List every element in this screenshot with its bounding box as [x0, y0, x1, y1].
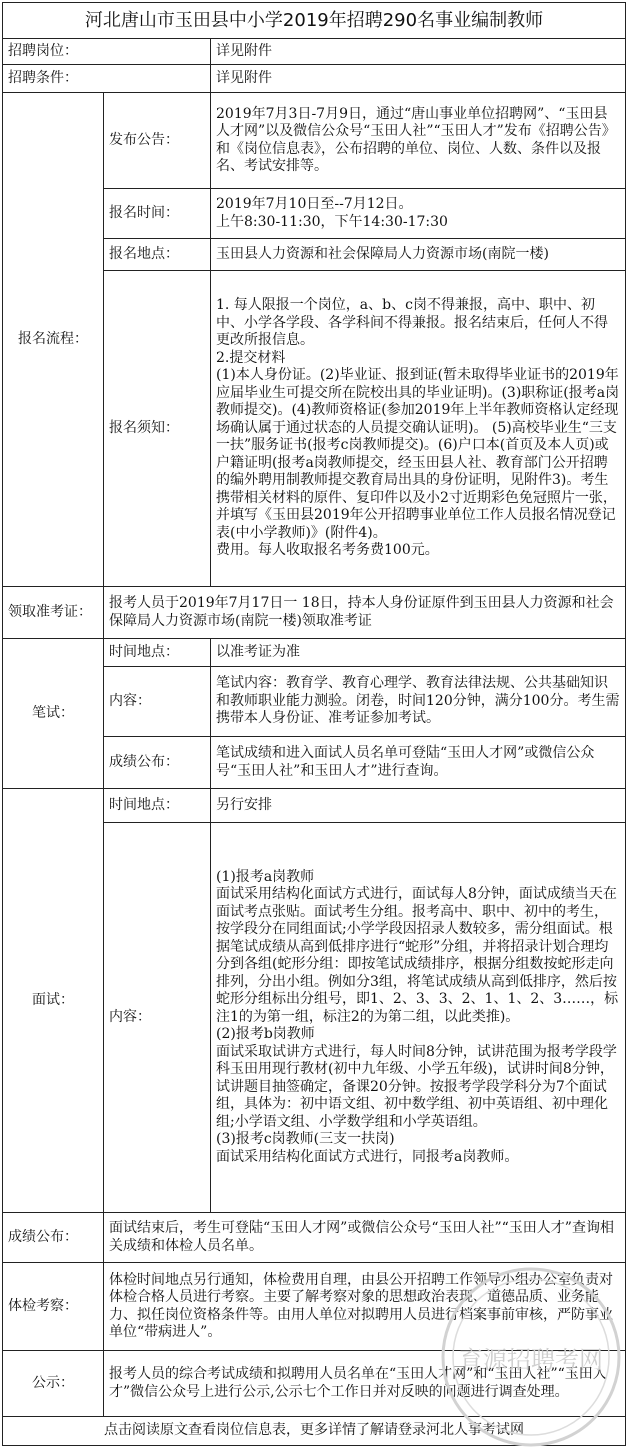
watermark-text: 育源招聘考网	[459, 1346, 603, 1374]
registration-time-line2: 上午8:30-11:30，下午14:30-17:30	[216, 213, 448, 230]
written-time-label: 时间地点：	[104, 639, 211, 667]
registration-place-label: 报名地点：	[104, 239, 211, 271]
written-time-value: 以准考证为准	[211, 639, 626, 667]
written-content-label: 内容：	[104, 667, 211, 737]
interview-time-label: 时间地点：	[104, 789, 211, 823]
interview-heading-c: (3)报考c岗教师(三支一扶岗)	[216, 1131, 395, 1148]
physical-exam-label: 体检考察：	[3, 1263, 104, 1351]
notes-paragraph-2: 2.提交材料	[216, 349, 286, 366]
score-publish-value: 面试结束后，考生可登陆“玉田人才网”或微信公众号“玉田人社”“玉田人才”查询相关成绩和体检人员名单。	[104, 1213, 626, 1263]
interview-heading-b: (2)报考b岗教师	[216, 1026, 315, 1043]
announcement-value: 2019年7月3日-7月9日，通过“唐山事业单位招聘网”、“玉田县人才网”以及微信公众号“玉田人社”“玉田人才”发布《招聘公告》和《岗位信息表》，公布招聘的单位、岗位、人数、条件以及报名、考试安排等。	[211, 93, 626, 189]
written-results-label: 成绩公布：	[104, 737, 211, 789]
positions-label: 招聘岗位：	[3, 39, 211, 65]
conditions-value: 详见附件	[211, 65, 626, 93]
registration-place-value: 玉田县人力资源和社会保障局人力资源市场(南院一楼)	[211, 239, 626, 271]
conditions-label: 招聘条件：	[3, 65, 211, 93]
publicity-value: 报考人员的综合考试成绩和拟聘用人员名单在“玉田人才网”和“玉田人社”“玉田人才”微信公众号上进行公示,公示七个工作日并对反映的问题进行调查处理。	[104, 1351, 626, 1417]
registration-notes-value	[211, 271, 626, 587]
interview-paragraph-c: 面试采用结构化面试方式进行，同报考a岗教师。	[216, 1148, 519, 1165]
interview-time-value: 另行安排	[211, 789, 626, 823]
registration-time-label: 报名时间：	[104, 189, 211, 239]
physical-exam-value: 体检时间地点另行通知，体检费用自理，由县公开招聘工作领导小组办公室负责对体检合格人员进行考察。主要了解考察对象的思想政治表现、道德品质、业务能力、拟任岗位资格条件等。由用人单位对拟聘用人员进行档案事前审核，严防事业单位“带病进人”。	[104, 1263, 626, 1351]
footer-link[interactable]: 点击阅读原文查看岗位信息表，更多详情了解请登录河北人事考试网	[3, 1417, 626, 1446]
positions-value: 详见附件	[211, 39, 626, 65]
score-publish-label: 成绩公布：	[3, 1213, 104, 1263]
admission-value: 报考人员于2019年7月17日一 18日，持本人身份证原件到玉田县人力资源和社会保障局人力资源市场(南院一楼)领取准考证	[104, 587, 626, 639]
document-page	[2, 2, 625, 1446]
written-exam-label: 笔试：	[3, 639, 104, 789]
announcement-label: 发布公告：	[104, 93, 211, 189]
interview-heading-a: (1)报考a岗教师	[216, 868, 315, 885]
notes-paragraph-1: 1. 每人限报一个岗位，a、b、c岗不得兼报，高中、职中、初中、小学各学段、各学科间不得兼报。报名结束后，任何人不得更改所报信息。	[216, 297, 608, 349]
interview-paragraph-b: 面试采取试讲方式进行，每人时间8分钟，试讲范围为报考学段学科玉田用现行教材(初中九年级、小学五年级)，试讲时间8分钟，试讲题目抽签确定，备课20分钟。按报考学段学科分为7个面试组，具体为：初中语文组、初中数学组、初中英语组、初中理化组;小学语文组、小学数学组和小学英语组。	[216, 1043, 617, 1130]
notes-paragraph-4: 费用。每人收取报名考务费100元。	[216, 542, 439, 559]
announcement-table	[2, 2, 626, 1446]
written-content-value: 笔试内容：教育学、教育心理学、教育法律法规、公共基础知识和教师职业能力测验。闭卷，时间120分钟，满分100分。考生需携带本人身份证、准考证参加考试。	[211, 667, 626, 737]
admission-label: 领取准考证：	[3, 587, 104, 639]
registration-time-value	[211, 189, 626, 239]
interview-label: 面试：	[3, 789, 104, 1213]
interview-paragraph-a: 面试采用结构化面试方式进行，面试每人8分钟，面试成绩当天在面试考点张贴。面试考生分组。报考高中、职中、初中的考生，按学段分在同组面试;小学学段因招录人数较多，需分组面试。根据笔试成绩从高到低排序进行“蛇形”分组，并将招录计划合理均分到各组(蛇形分组：即按笔试成绩排序，根据分组数按蛇形走向排列，分出小组。例如分3组，将笔试成绩从高到低排序，然后按蛇形分组标出分组号，即1、2、3、3、2、1、1、2、3……，标注1的为第一组，标注2的为第二组，以此类推)。	[216, 886, 619, 1025]
page-title: 河北唐山市玉田县中小学2019年招聘290名事业编制教师	[3, 3, 626, 39]
publicity-label: 公示：	[3, 1351, 104, 1417]
registration-notes-label: 报名须知：	[104, 271, 211, 587]
registration-time-line1: 2019年7月10日至--7月12日。	[216, 196, 413, 212]
registration-label: 报名流程：	[3, 93, 104, 587]
written-results-value: 笔试成绩和进入面试人员名单可登陆“玉田人才网”或微信公众号“玉田人社”和玉田人才”进行查询。	[211, 737, 626, 789]
notes-paragraph-3: (1)本人身份证。(2)毕业证、报到证(暂未取得毕业证书的2019年应届毕业生可提交所在院校出具的毕业证明)。(3)职称证(报考a岗教师提交)。(4)教师资格证(参加2019年上半年教师资格认定经现场确认属于通过状态的人员提交确认证明)。 (5)高校毕业生“三支一扶”服务证书(报考c岗教师提交)。(6)户口本(首页及本人页)或户籍证明(报考a岗教师提交，经玉田县人社、教育部门公开招聘的编外聘用制教师提交教育局出具的身份证明，见附件3)。考生携带相关材料的原件、复印件以及小2寸近期彩色免冠照片一张，并填写《玉田县2019年公开招聘事业单位工作人员报名情况登记表(中小学教师)》(附件4)。	[216, 367, 620, 541]
interview-content-label: 内容：	[104, 823, 211, 1213]
interview-content-value	[211, 823, 626, 1213]
